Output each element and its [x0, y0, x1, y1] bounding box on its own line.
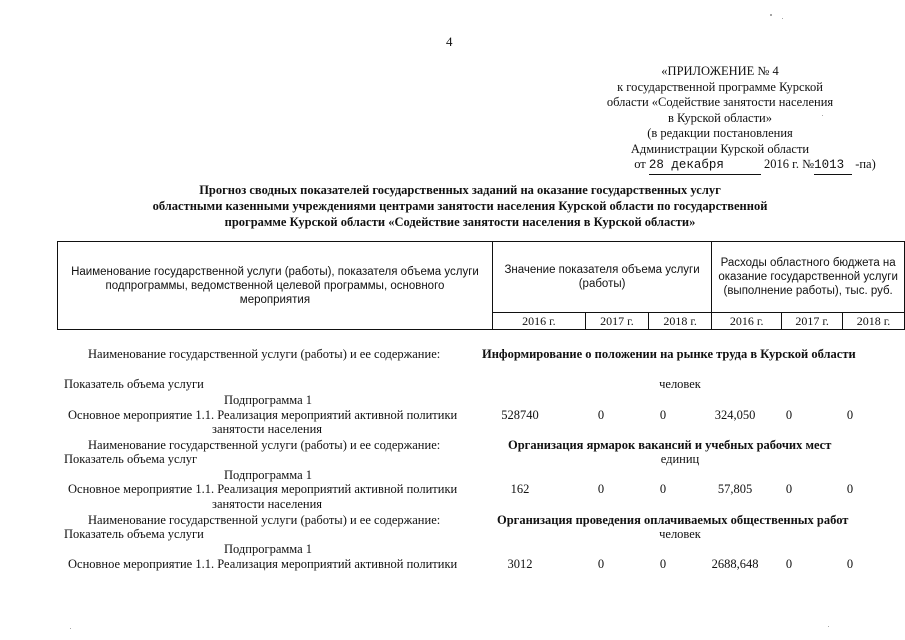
subprogram-label: Подпрограмма 1 [224, 542, 313, 556]
measure-line: Основное мероприятие 1.1. Реализация мероприятий активной политики [68, 482, 458, 496]
service-name: Организация ярмарок вакансий и учебных рабочих мест [508, 438, 832, 452]
value-cell: 0 [785, 408, 793, 422]
value-cell: 0 [846, 557, 854, 571]
year-cell: 2017 г. [782, 313, 843, 330]
date-prefix: от [634, 157, 646, 171]
value-cell: 162 [510, 482, 530, 496]
value-cell: 2688,648 [711, 557, 759, 571]
measure-line: Основное мероприятие 1.1. Реализация мероприятий активной политики [68, 408, 458, 422]
value-cell: 0 [659, 408, 667, 422]
value-cell: 3012 [507, 557, 533, 571]
unit-label: человек [659, 527, 701, 541]
value-cell: 0 [597, 482, 605, 496]
value-cell: 0 [659, 557, 667, 571]
document-title [60, 182, 860, 230]
service-label: Наименование государственной услуги (работы) и ее содержание: [88, 438, 441, 452]
service-name: Информирование о положении на рынке труда в Курской области [482, 347, 856, 361]
value-cell: 528740 [501, 408, 539, 422]
year-cell: 2016 г. [492, 313, 585, 330]
year-cell: 2016 г. [712, 313, 782, 330]
year-cell: 2018 г. [649, 313, 712, 330]
title-line: областными казенными учреждениями центрами занятости населения Курской области по государственной [152, 199, 768, 213]
appendix-block [520, 64, 905, 175]
measure-line: занятости населения [212, 422, 323, 436]
number-value: 1013 [814, 158, 852, 175]
unit-label: единиц [660, 452, 700, 466]
value-cell: 57,805 [717, 482, 753, 496]
appendix-line: «ПРИЛОЖЕНИЕ № 4 [661, 64, 779, 78]
indicator-label: Показатель объема услуги [64, 527, 204, 541]
value-cell: 0 [597, 408, 605, 422]
value-cell: 0 [659, 482, 667, 496]
header-table [57, 241, 905, 330]
number-suffix: -па) [855, 157, 876, 171]
year-cell: 2018 г. [843, 313, 905, 330]
indicator-label: Показатель объема услуги [64, 377, 204, 391]
appendix-line: в Курской области» [667, 110, 772, 125]
value-cell: 0 [785, 482, 793, 496]
appendix-line: Администрации Курской области [630, 141, 810, 156]
scan-speck [770, 14, 772, 16]
year-cell: 2017 г. [585, 313, 648, 330]
scan-speck [70, 628, 71, 629]
indicator-label: Показатель объема услуг [64, 452, 198, 466]
appendix-line: к государственной программе Курской [617, 79, 823, 94]
value-cell: 324,050 [714, 408, 756, 422]
value-cell: 0 [597, 557, 605, 571]
appendix-line: области «Содействие занятости населения [606, 95, 834, 109]
page-number: 4 [446, 34, 453, 49]
service-name: Организация проведения оплачиваемых общественных работ [497, 513, 849, 527]
subprogram-label: Подпрограмма 1 [224, 393, 313, 407]
scan-speck [822, 115, 823, 116]
year-part: 2016 г. № [764, 157, 815, 171]
title-line: Прогноз сводных показателей государственных заданий на оказание государственных услуг [199, 183, 721, 197]
scan-speck [782, 18, 783, 19]
measure-line: занятости населения [212, 497, 323, 511]
measure-line: Основное мероприятие 1.1. Реализация мероприятий активной политики [68, 557, 458, 571]
date-value: 28 декабря [649, 158, 761, 175]
value-cell: 0 [785, 557, 793, 571]
header-col-expenses: Расходы областного бюджета на оказание государственной услуги (выполнение работы), тыс. руб. [712, 242, 905, 313]
header-col-volume: Значение показателя объема услуги (работы) [492, 242, 711, 313]
value-cell: 0 [846, 482, 854, 496]
appendix-line: (в редакции постановления [647, 126, 793, 140]
value-cell: 0 [846, 408, 854, 422]
subprogram-label: Подпрограмма 1 [224, 468, 313, 482]
service-label: Наименование государственной услуги (работы) и ее содержание: [88, 347, 441, 361]
unit-label: человек [659, 377, 701, 391]
service-label: Наименование государственной услуги (работы) и ее содержание: [88, 513, 441, 527]
header-col-name: Наименование государственной услуги (работы), показателя объема услуги подпрограммы, ведомственной целевой программы, основного мероприятия [58, 242, 493, 330]
scan-speck [828, 626, 829, 627]
appendix-date-line [520, 157, 905, 175]
title-line: программе Курской области «Содействие занятости населения в Курской области» [224, 215, 696, 229]
